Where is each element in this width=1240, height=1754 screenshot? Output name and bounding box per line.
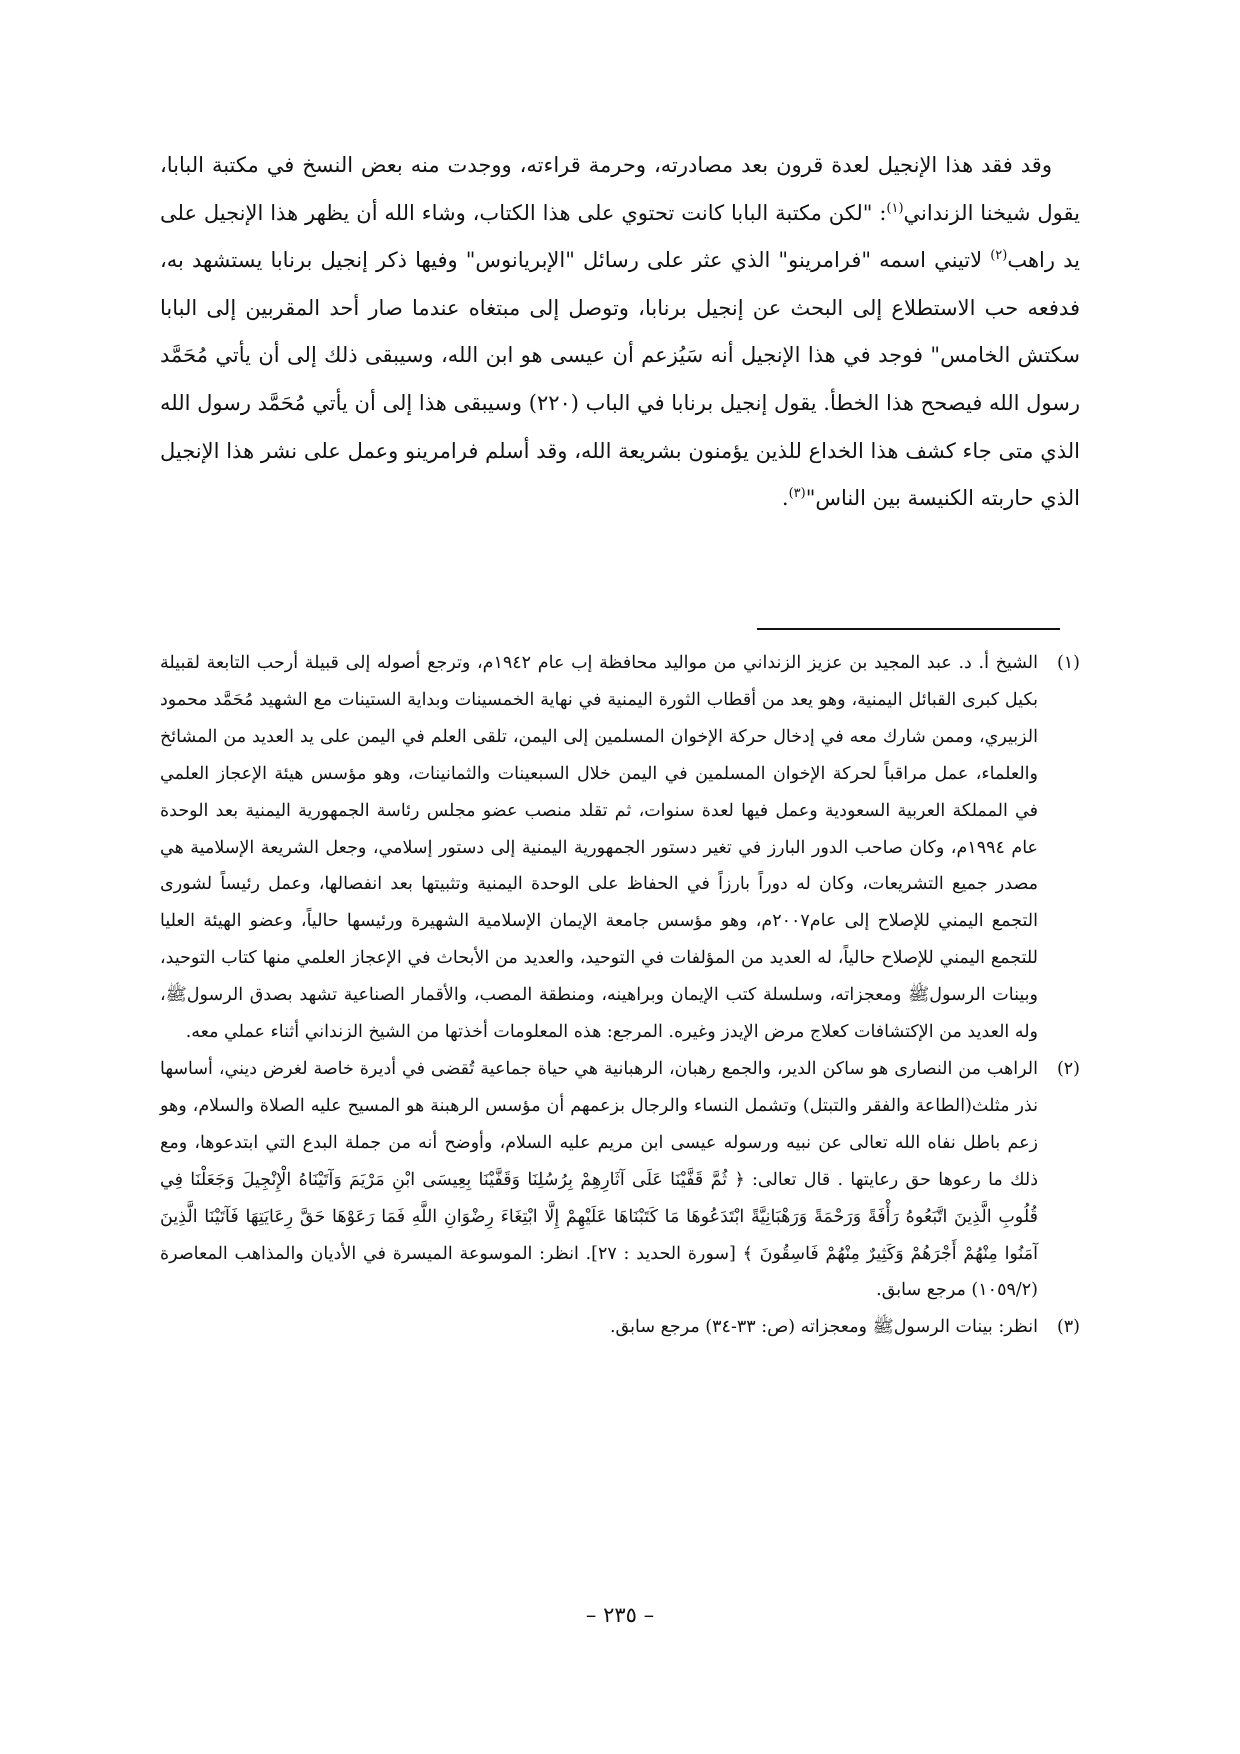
main-text-part-3: لاتيني اسمه "فرامرينو" الذي عثر على رسائل "الإبريانوس" وفيها ذكر إنجيل برنابا يستشهد به، فدفعه حب الاستطلاع إلى البحث عن إنجيل برنابا، وتوصل إلى مبتغاه عندما صار أحد المقربين إلى البابا سكتش الخامس" فوجد في هذا الإنجيل أنه سَيُزعم أن عيسى هو ابن الله، وسيبقى ذلك إلى أن يأتي مُحَمَّد رسول الله فيصحح هذا الخطأ. يقول إنجيل برنابا في الباب (٢٢٠) وسيبقى هذا إلى أن يأتي مُحَمَّد رسول الله الذي متى جاء كشف هذا الخداع للذين يؤمنون بشريعة الله، وقد أسلم فرامرينو وعمل على نشر هذا الإنجيل الذي حاربته الكنيسة بين الناس" (160, 248, 1081, 511)
footnote-number: (١) (1056, 653, 1080, 673)
footnote-text: انظر: بينات الرسولﷺ ومعجزاته (ص: ٣٣-٣٤) مرجع سابق. (609, 1317, 1038, 1338)
footnote-ref-1[interactable]: (١) (886, 200, 904, 216)
page-number: – ٢٣٥ – (585, 1603, 655, 1627)
footnote-ref-2[interactable]: (٢) (990, 248, 1008, 264)
main-paragraph (160, 142, 1080, 523)
footnote-ref-3[interactable]: (٣) (788, 486, 806, 502)
footnote-text: الشيخ أ. د. عبد المجيد بن عزيز الزنداني من مواليد محافظة إب عام ١٩٤٢م، وترجع أصوله إلى قبيلة أرحب التابعة لقبيلة بكيل كبرى القبائل اليمنية، وهو يعد من أقطاب الثورة اليمنية في نهاية الخمسينات وبداية الستينات مع الشهيد مُحَمَّد محمود الزبيري، وممن شارك معه في إدخال حركة الإخوان المسلمين إلى اليمن، تلقى العلم في اليمن على يد العديد من المشائخ والعلماء، عمل مراقباً لحركة الإخوان المسلمين في اليمن خلال السبعينات والثمانينات، وهو مؤسس هيئة الإعجاز العلمي في المملكة العربية السعودية وعمل فيها لعدة سنوات، ثم تقلد منصب عضو مجلس رئاسة الجمهورية اليمنية بعد الوحدة عام ١٩٩٤م، وكان صاحب الدور البارز في تغير دستور الجمهورية اليمنية إلى دستور إسلامي، وجعل الشريعة الإسلامية هي مصدر جميع التشريعات، وكان له دوراً بارزاً في الحفاظ على الوحدة اليمنية وتثبيتها بعد انفصالها، وعمل رئيساً لشورى التجمع اليمني للإصلاح إلى عام٢٠٠٧م، وهو مؤسس جامعة الإيمان الإسلامية الشهيرة ورئيسها حالياً، وعضو الهيئة العليا للتجمع اليمني للإصلاح حالياً، له العديد من المؤلفات في التوحيد، والعديد من الأبحاث في الإعجاز العلمي منها كتاب التوحيد، وبينات الرسولﷺ ومعجزاته، وسلسلة كتب الإيمان وبراهينه، ومنطقة المصب، والأقمار الصناعية تشهد بصدق الرسولﷺ، وله العديد من الإكتشافات كعلاج مرض الإيدز وغيره. المرجع: هذه المعلومات أخذتها من الشيخ الزنداني أثناء عملي معه. (160, 653, 1039, 1043)
footnotes-section (160, 645, 1080, 1346)
footnote-separator (757, 628, 1060, 630)
footnote-number: (٢) (1056, 1058, 1080, 1079)
main-text-part-1: وقد فقد هذا الإنجيل لعدة قرون بعد مصادرته، وحرمة قراءته، ووجدت منه بعض النسخ في مكتبة البابا، يقول شيخنا الزنداني (160, 153, 1080, 225)
footnote-1 (160, 645, 1080, 1051)
main-text-part-2: : "لكن مكتبة البابا كانت تحتوي على هذا الكتاب، وشاء الله أن يظهر هذا الإنجيل على يد راهب (160, 200, 1080, 273)
footnote-3 (160, 1309, 1080, 1346)
footnote-text: الراهب من النصارى هو ساكن الدير، والجمع رهبان، الرهبانية هي حياة جماعية تُقضى في أديرة خاصة لغرض ديني، أساسها نذر مثلث(الطاعة والفقر والتبتل) وتشمل النساء والرجال بزعمهم أن مؤسس الرهبنة هو المسيح عليه الصلاة والسلام، وهو زعم باطل نفاه الله تعالى عن نبيه ورسوله عيسى ابن مريم عليه السلام، وأوضح أنه من جملة البدع التي ابتدعوها، ومع ذلك ما رعوها حق رعايتها . قال تعالى: ﴿ ثُمَّ قَفَّيْنَا عَلَى آثَارِهِمْ بِرُسُلِنَا وَقَفَّيْنَا بِعِيسَى ابْنِ مَرْيَمَ وَآتَيْنَاهُ الْإِنْجِيلَ وَجَعَلْنَا فِي قُلُوبِ الَّذِينَ اتَّبَعُوهُ رَأْفَةً وَرَحْمَةً وَرَهْبَانِيَّةً ابْتَدَعُوهَا مَا كَتَبْنَاهَا عَلَيْهِمْ إِلَّا ابْتِغَاءَ رِضْوَانِ اللَّهِ فَمَا رَعَوْهَا حَقَّ رِعَايَتِهَا فَآتَيْنَا الَّذِينَ آمَنُوا مِنْهُمْ أَجْرَهُمْ وَكَثِيرٌ مِنْهُمْ فَاسِقُونَ ﴾ [سورة الحديد : ٢٧]. انظر: الموسوعة الميسرة في الأديان والمذاهب المعاصرة (١٠٥٩/٢) مرجع سابق. (160, 1058, 1038, 1301)
main-text-end: . (781, 486, 789, 511)
footnote-number: (٣) (1056, 1317, 1080, 1338)
footnote-2 (160, 1051, 1080, 1309)
